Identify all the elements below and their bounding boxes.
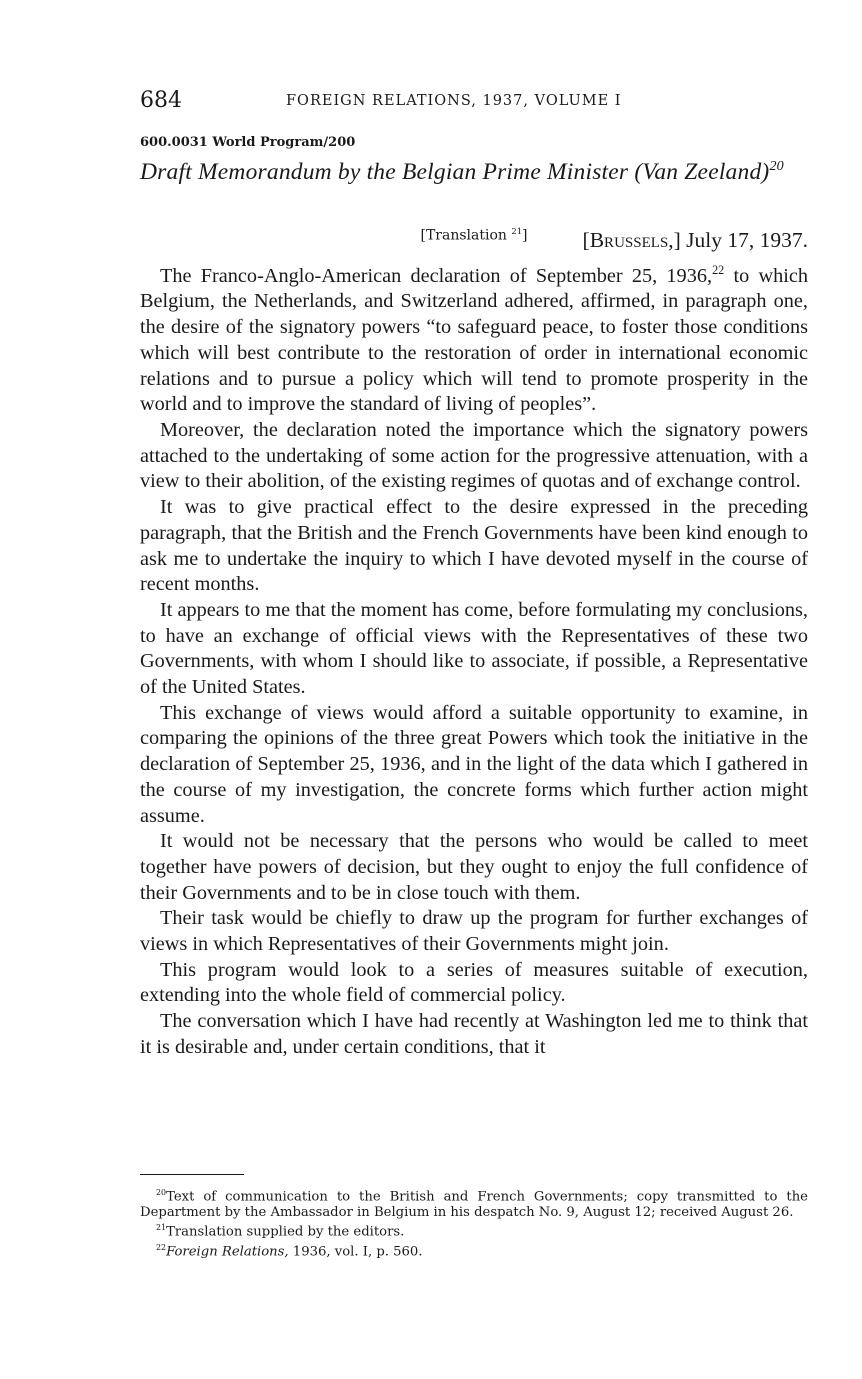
footnote-21 [140, 1220, 808, 1240]
footnote-20-marker: 20 [156, 1188, 167, 1197]
page-number: 684 [140, 88, 182, 113]
document-title-text: Draft Memorandum by the Belgian Prime Minister (Van Zeeland) [140, 158, 770, 185]
document-title [140, 158, 820, 186]
translation-close: ] [522, 227, 528, 244]
footnote-20-text: Text of communication to the British and French Governments; copy transmitted to the Department by the Ambassador in Belgium in his despatch No. 9, August 12; received August 26. [140, 1189, 808, 1220]
dateline-prefix: [ [582, 228, 590, 252]
footnote-22 [140, 1240, 808, 1260]
paragraph-8: This program would look to a series of measures suitable of execution, extending into the whole field of commercial policy. [140, 958, 808, 1007]
footnote-22-title: Foreign Relations, [166, 1244, 289, 1260]
paragraph-1-start: The Franco-Anglo-American declaration of September 25, 1936, [160, 264, 713, 287]
footnote-21-text: Translation supplied by the editors. [166, 1224, 405, 1240]
paragraph-6: It would not be necessary that the persons who would be called to meet together have powers of decision, but they ought to enjoy the full confidence of their Governments and to be in close touch with them. [140, 830, 808, 904]
dateline [583, 228, 808, 253]
paragraph-5: This exchange of views would afford a suitable opportunity to examine, in comparing the opinions of the three great Powers which took the initiative in the declaration of September 25, 1936, and in the light of the data which I gathered in the course of my investigation, the concrete forms which further action might assume. [140, 701, 808, 827]
footnote-20 [140, 1185, 808, 1220]
footnote-21-marker: 21 [156, 1223, 167, 1233]
running-header [140, 88, 808, 118]
footnote-ref-20: 20 [769, 158, 784, 174]
footnote-ref-21: 21 [511, 226, 523, 236]
paragraph-4: It appears to me that the moment has come, before formulating my conclusions, to have an exchange of official views with the Representatives of these two Governments, with whom I should like to associate, if possible, a Representative of the United States. [140, 598, 808, 699]
footnote-22-marker: 22 [156, 1243, 167, 1253]
dateline-place: Brussels, [589, 228, 674, 252]
paragraph-1 [140, 258, 808, 418]
paragraph-2: Moreover, the declaration noted the importance which the signatory powers attached to the undertaking of some action for the progressive attenuation, with a view to their abolition, of the existing regimes of quotas and of exchange control. [140, 418, 808, 493]
paragraph-9: The conversation which I have had recently at Washington led me to think that it is desirable and, under certain conditions, that it [140, 1010, 808, 1058]
footnotes [140, 1185, 808, 1260]
footnote-22-text: 1936, vol. I, p. 560. [288, 1244, 423, 1260]
running-title: FOREIGN RELATIONS, 1937, VOLUME I [286, 93, 622, 109]
paragraph-3: It was to give practical effect to the desire expressed in the preceding paragraph, that the British and the French Governments have been kind enough to ask me to undertake the inquiry to which I have devoted myself in the course of recent months. [140, 496, 808, 596]
paragraph-1-rest: to which Belgium, the Netherlands, and Switzerland adhered, affirmed, in paragraph one, the desire of the signatory powers “to safeguard peace, to foster those conditions which will best contribute to the restoration of order in international economic relations and to pursue a policy which will tend to promote prosperity in the world and to improve the standard of living of peoples”. [140, 264, 809, 416]
footnote-rule [140, 1174, 244, 1175]
translation-label: [Translation [420, 227, 507, 244]
paragraph-7: Their task would be chiefly to draw up the program for further exchanges of views in which Representatives of their Governments might join. [140, 907, 808, 956]
file-number: 600.0031 World Program/200 [140, 135, 356, 150]
footnote-ref-22: 22 [712, 263, 725, 277]
memorandum-body [140, 258, 808, 1061]
dateline-date: ] July 17, 1937. [673, 228, 808, 252]
